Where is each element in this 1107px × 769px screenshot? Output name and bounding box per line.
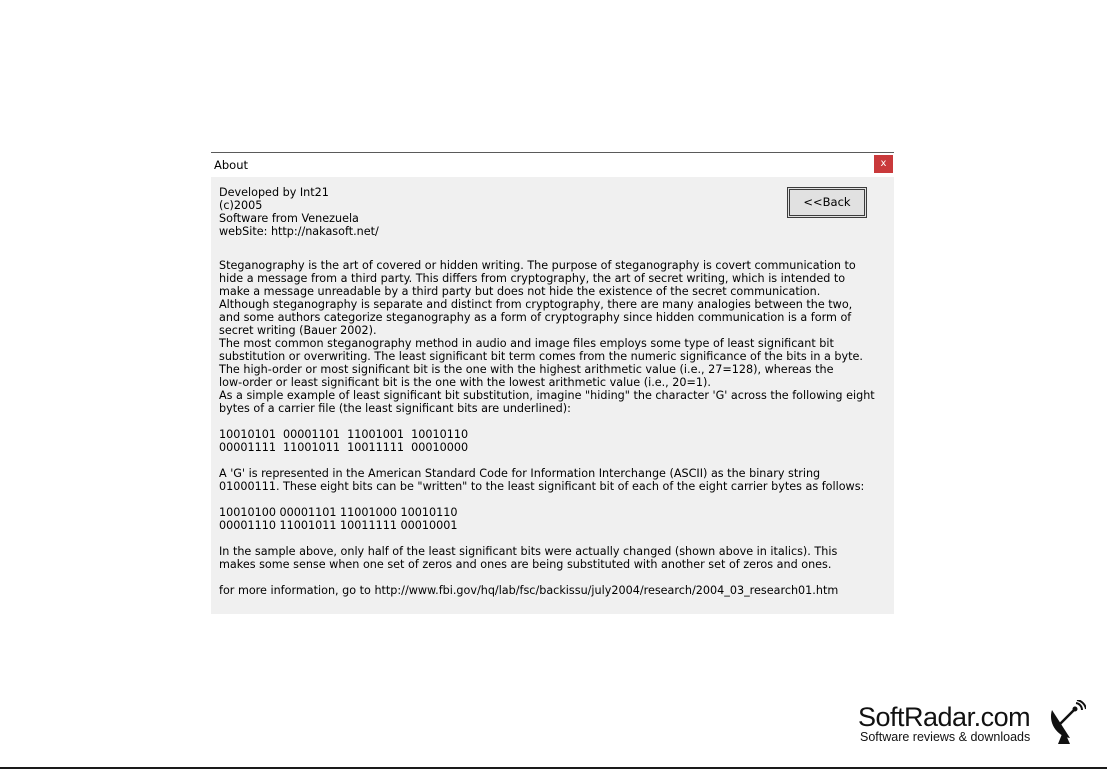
copyright-line: (c)2005 xyxy=(219,199,263,212)
body-line: bytes of a carrier file (the least significant bits are underlined): xyxy=(219,402,571,415)
website-line: webSite: http://nakasoft.net/ xyxy=(219,225,379,238)
softradar-watermark xyxy=(858,700,1098,748)
body-line: 01000111. These eight bits can be "written" to the least significant bit of each of the eight carrier bytes as follows: xyxy=(219,480,865,493)
watermark-subtitle: Software reviews & downloads xyxy=(860,730,1031,744)
body-line: Steganography is the art of covered or hidden writing. The purpose of steganography is covert communication to xyxy=(219,259,856,272)
body-line: A 'G' is represented in the American Standard Code for Information Interchange (ASCII) as the binary string xyxy=(219,467,821,480)
close-button[interactable]: x xyxy=(874,155,893,173)
binary-line: 00001110 11001011 10011111 00010001 xyxy=(219,519,458,532)
developer-line: Developed by Int21 xyxy=(219,186,329,199)
body-line: secret writing (Bauer 2002). xyxy=(219,324,377,337)
dialog-title: About xyxy=(214,158,249,172)
body-line: makes some sense when one set of zeros and ones are being substituted with another set of zeros and ones. xyxy=(219,558,832,571)
description-text xyxy=(219,259,889,597)
body-line: make a message unreadable by a third party but does not hide the existence of the secret communication. xyxy=(219,285,821,298)
body-line: low-order or least significant bit is the one with the lowest arithmetic value (i.e., 20=1). xyxy=(219,376,711,389)
binary-line: 00001111 11001011 10011111 00010000 xyxy=(219,441,469,454)
body-line: and some authors categorize steganography as a form of cryptography since hidden communication is a form of xyxy=(219,311,852,324)
more-info-line: for more information, go to http://www.fbi.gov/hq/lab/fsc/backissu/july2004/research/2004_03_research01.htm xyxy=(219,584,839,597)
back-button[interactable] xyxy=(787,187,867,218)
satellite-dish-icon xyxy=(1046,700,1086,744)
developer-info xyxy=(219,186,379,238)
body-line: As a simple example of least significant bit substitution, imagine "hiding" the character 'G' across the following eight xyxy=(219,389,875,402)
body-line: hide a message from a third party. This differs from cryptography, the art of secret writing, which is intended to xyxy=(219,272,846,285)
origin-line: Software from Venezuela xyxy=(219,212,359,225)
body-line: The high-order or most significant bit is the one with the highest arithmetic value (i.e., 27=128), whereas the xyxy=(219,363,834,376)
title-bar[interactable] xyxy=(211,153,894,177)
body-line: Although steganography is separate and distinct from cryptography, there are many analogies between the two, xyxy=(219,298,853,311)
body-line: In the sample above, only half of the least significant bits were actually changed (shown above in italics). This xyxy=(219,545,838,558)
binary-line: 10010101 00001101 11001001 10010110 xyxy=(219,428,469,441)
binary-line: 10010100 00001101 11001000 10010110 xyxy=(219,506,458,519)
body-line: substitution or overwriting. The least significant bit term comes from the numeric significance of the bits in a byte. xyxy=(219,350,863,363)
about-dialog xyxy=(211,152,894,614)
body-line: The most common steganography method in audio and image files employs some type of least significant bit xyxy=(219,337,834,350)
back-button-label: <<Back xyxy=(789,189,865,216)
watermark-title: SoftRadar.com xyxy=(858,702,1031,732)
